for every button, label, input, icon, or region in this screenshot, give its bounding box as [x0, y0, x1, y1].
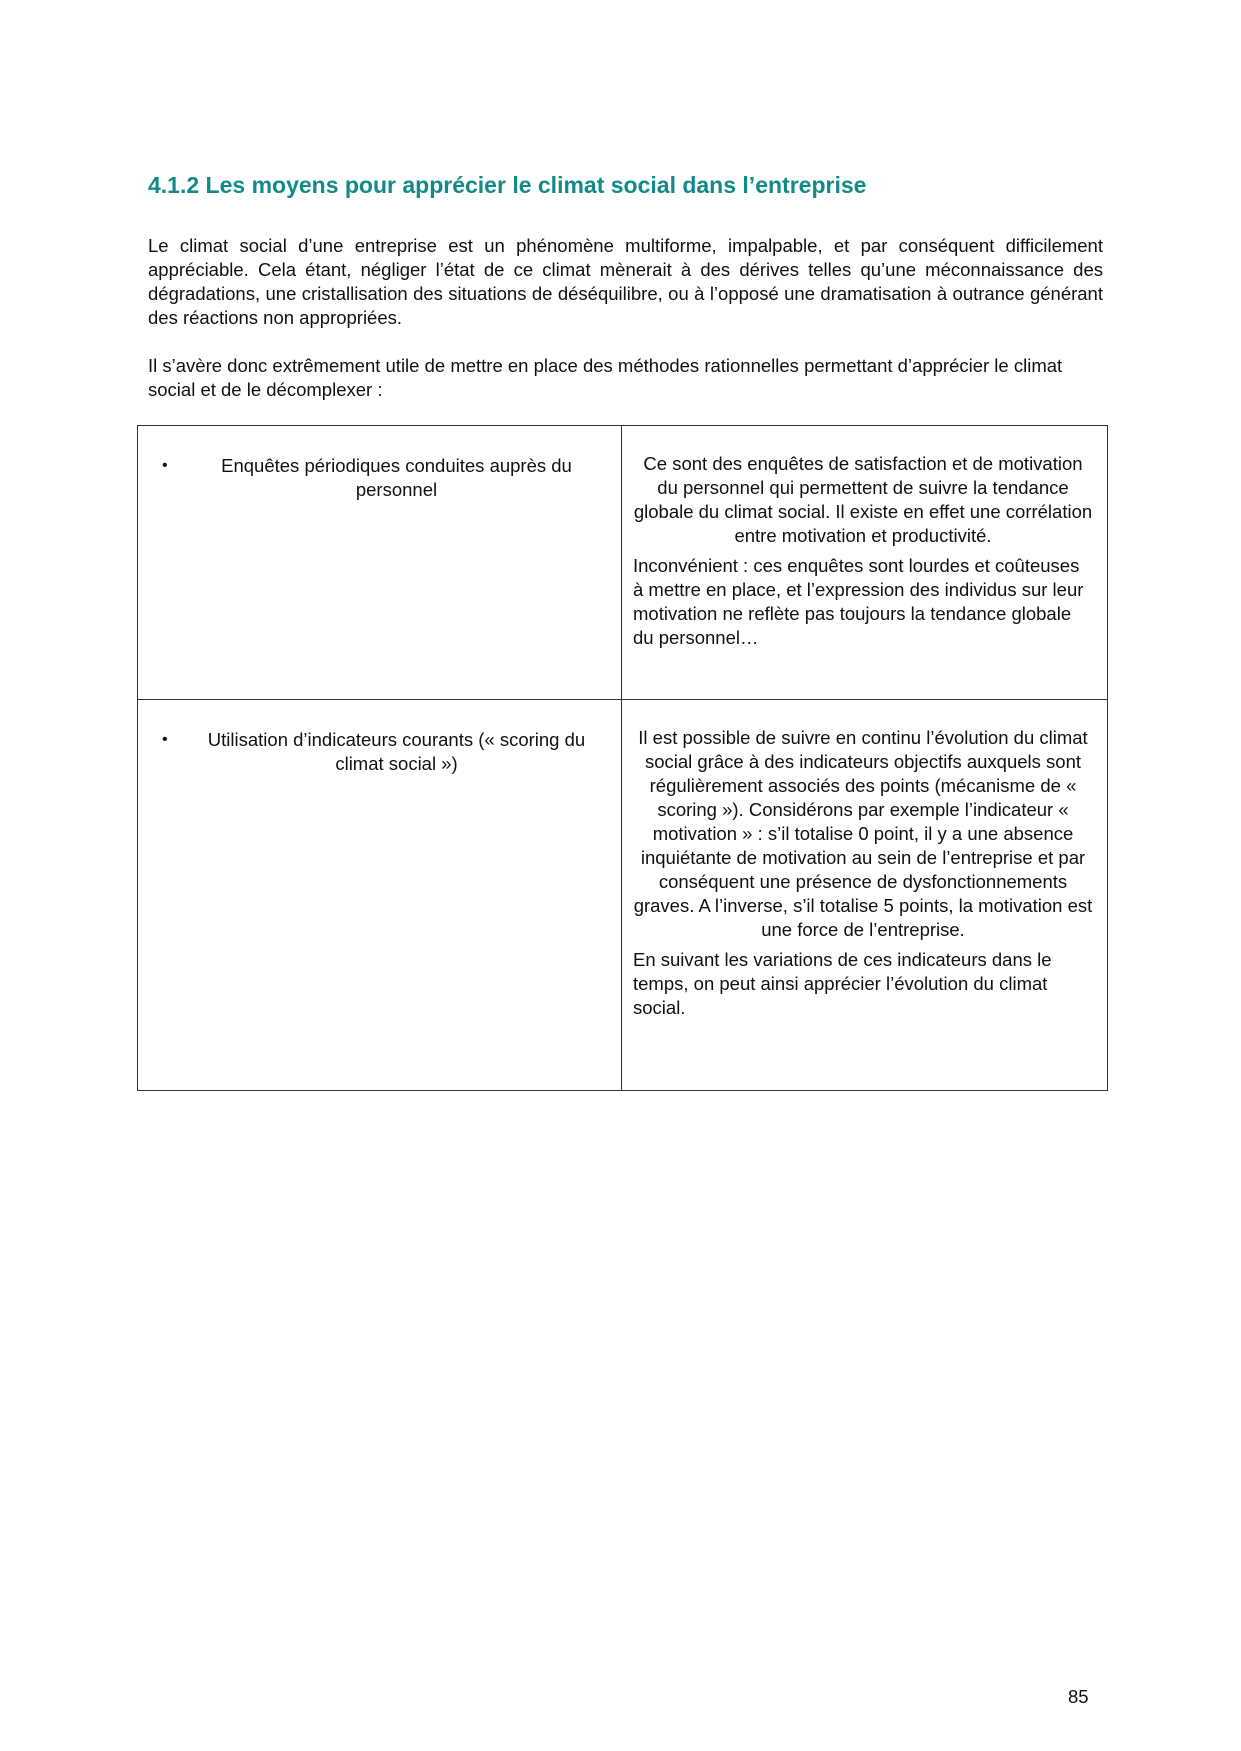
- methods-table: [137, 425, 1108, 1091]
- page-number: 85: [1068, 1686, 1089, 1707]
- method-cell: [138, 426, 622, 700]
- method-cell: [138, 700, 622, 1091]
- method-note: Inconvénient : ces enquêtes sont lourdes et coûteuses à mettre en place, et l’expression des individus sur leur motivation ne reflète pas toujours la tendance globale du personnel…: [633, 555, 1084, 648]
- method-label: Utilisation d’indicateurs courants (« scoring du climat social »): [207, 729, 586, 774]
- table-row: [138, 426, 1108, 700]
- section-heading: 4.1.2 Les moyens pour apprécier le climat social dans l’entreprise: [148, 172, 867, 198]
- description-cell: [622, 700, 1108, 1091]
- lead-in-paragraph: Il s’avère donc extrêmement utile de mettre en place des méthodes rationnelles permettant d’apprécier le climat social et de le décomplexer :: [148, 355, 1063, 400]
- method-label: Enquêtes périodiques conduites auprès du personnel: [221, 455, 572, 500]
- method-description: Ce sont des enquêtes de satisfaction et de motivation du personnel qui permettent de suivre la tendance globale du climat social. Il existe en effet une corrélation entre motivation et productivité.: [633, 453, 1093, 546]
- table-row: [138, 700, 1108, 1091]
- bullet-icon: •: [162, 457, 168, 474]
- bullet-icon: •: [162, 731, 168, 748]
- description-cell: [622, 426, 1108, 700]
- intro-paragraph: Le climat social d’une entreprise est un phénomène multiforme, impalpable, et par conséquent difficilement appréciable. Cela étant, négliger l’état de ce climat mènerait à des dérives telles qu’une méconnaissance des dégradations, une cristallisation des situations de déséquilibre, ou à l’opposé une dramatisation à outrance générant des réactions non appropriées.: [148, 235, 1103, 328]
- method-note: En suivant les variations de ces indicateurs dans le temps, on peut ainsi apprécier l’évolution du climat social.: [633, 949, 1052, 1018]
- method-description: Il est possible de suivre en continu l’évolution du climat social grâce à des indicateurs objectifs auxquels sont régulièrement associés des points (mécanisme de « scoring »). Considérons par exemple l’indicateur « motivation » : s’il totalise 0 point, il y a une absence inquiétante de motivation au sein de l’entreprise et par conséquent une présence de dysfonctionnements graves. A l’inverse, s’il totalise 5 points, la motivation est une force de l’entreprise.: [633, 727, 1093, 940]
